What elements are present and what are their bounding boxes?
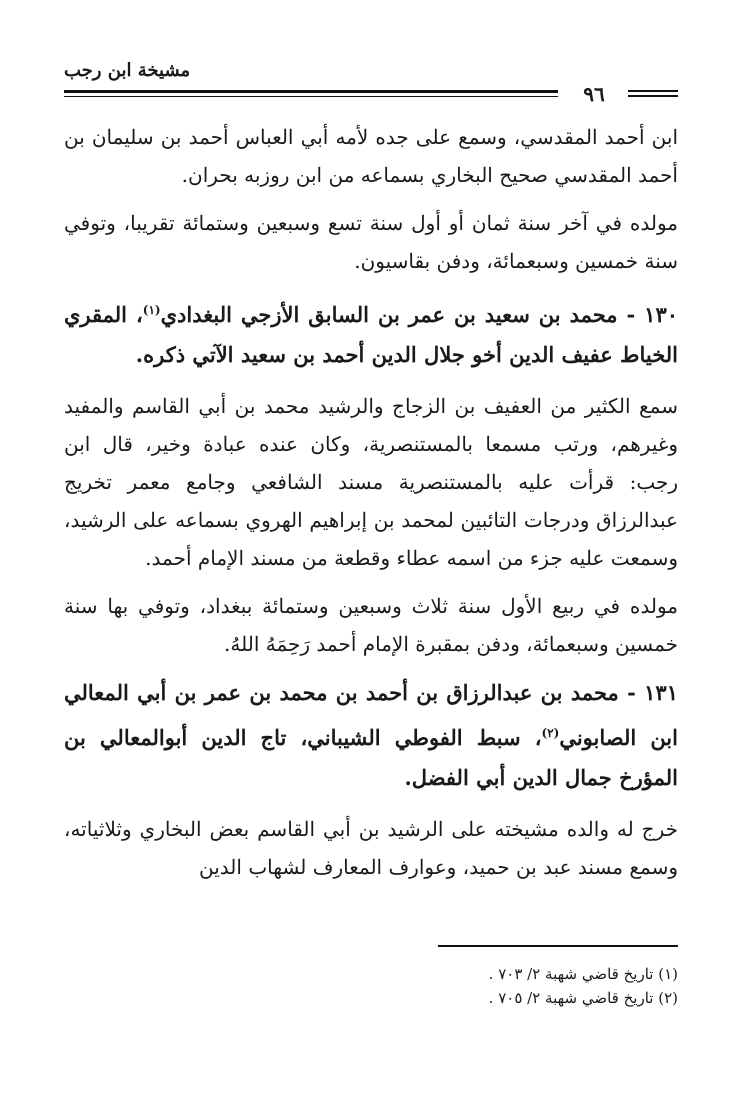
entry-heading-text: ، سبط الفوطي الشيباني، تاج الدين أبوالمعالي بن المؤرخ جمال الدين أبي الفضل. (64, 725, 678, 790)
paragraph: مولده في ربيع الأول سنة ثلاث وسبعين وستمائة ببغداد، وتوفي بها سنة خمسين وسبعمائة، ودفن بمقبرة الإمام أحمد رَحِمَهُ اللهُ. (64, 594, 678, 656)
entry-heading-text: ١٣١ - محمد بن عبدالرزاق بن أحمد بن محمد بن عمر بن أبي المعالي ابن الصابوني (64, 680, 678, 750)
footnote-2: (٢) تاريخ قاضي شهبة ٢/ ٧٠٥ . (488, 989, 678, 1007)
paragraph: مولده في آخر سنة ثمان أو أول سنة تسع وسبعين وستمائة تقريبا، وتوفي سنة خمسين وسبعمائة، ودفن بقاسيون. (64, 211, 678, 273)
page-number: ٩٦ (583, 82, 605, 106)
paragraph: سمع الكثير من العفيف بن الزجاج والرشيد محمد بن أبي القاسم والمفيد وغيرهم، ورتب مسمعا بالمستنصرية، وكان عنده عبادة وخير، قال ابن رجب: قرأت عليه بالمستنصرية مسند الشافعي وجامع معمر تخريج عبدالرزاق ودرجات التائبين لمحمد بن إبراهيم الهروي بسماعه على الرشيد، وسمعت عليه جزء من اسمه عطاء وقطعة من مسند الإمام أحمد. (64, 394, 678, 570)
page-body (64, 118, 678, 896)
header-ornament (628, 90, 678, 100)
entry-heading-130 (64, 290, 678, 375)
paragraph: ابن أحمد المقدسي، وسمع على جده لأمه أبي العباس أحمد بن سليمان بن أحمد المقدسي صحيح البخاري بسماعه من ابن روزبه بحران. (64, 125, 678, 187)
paragraph: خرج له والده مشيخته على الرشيد بن أبي القاسم بعض البخاري وثلاثياته، وسمع مسند عبد بن حميد، وعوارف المعارف لشهاب الدين (64, 817, 678, 879)
footnote-1: (١) تاريخ قاضي شهبة ٢/ ٧٠٣ . (488, 965, 678, 983)
footnotes (64, 962, 678, 1010)
running-title: مشيخة ابن رجب (64, 60, 191, 81)
footnote-rule (438, 945, 678, 947)
entry-heading-text: ، المقري الخياط عفيف الدين أخو جلال الدين أحمد بن سعيد الآتي ذكره. (64, 302, 678, 367)
entry-heading-text: ١٣٠ - محمد بن سعيد بن عمر بن السابق الأزجي البغدادي (160, 302, 679, 327)
footnote-ref[interactable]: (١) (142, 303, 161, 317)
header-rule (64, 90, 558, 97)
entry-heading-131 (64, 673, 678, 798)
footnote-ref[interactable]: (٢) (541, 726, 560, 740)
